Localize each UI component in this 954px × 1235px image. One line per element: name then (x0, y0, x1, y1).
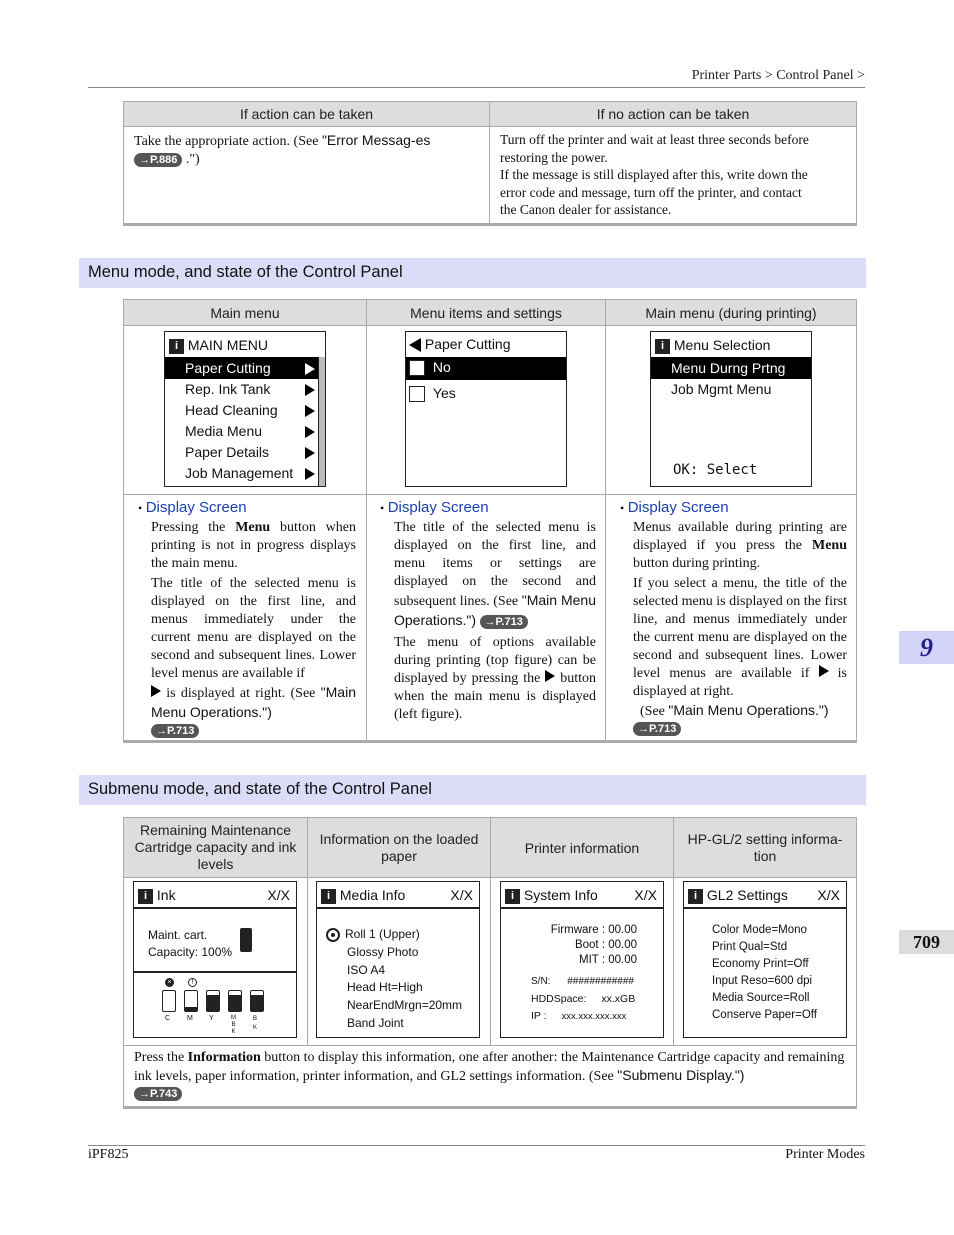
main-menu-header: Main menu (124, 300, 367, 326)
info-icon: i (688, 889, 703, 904)
lcd-option-yes: Yes (432, 385, 456, 401)
warning-icon: ! (188, 978, 197, 987)
display-screen-label: Display Screen (387, 499, 489, 516)
submenu-arrow-icon (305, 405, 315, 417)
maintenance-cartridge-icon (240, 928, 252, 952)
submenu-arrow-icon (305, 384, 315, 396)
info-icon: i (169, 339, 184, 354)
menu-items-header: Menu items and settings (367, 300, 606, 326)
lcd-item-paper-details: Paper Details (185, 444, 270, 460)
action-col1-cell: Take the appropriate action. (See "Error Messag-es →P.886 .") (124, 127, 490, 225)
page-ref-badge[interactable]: →P.713 (480, 615, 528, 629)
lcd-item-menu-durng-prtng: Menu Durng Prtng (671, 358, 785, 379)
hdd-label: HDDSpace: (531, 993, 587, 1005)
action-col2-cell: Turn off the printer and wait at least three seconds before restoring the power. If the message is still displayed after this, write down the error code and message, turn off the printer, and contact the Canon dealer for assistance. (490, 127, 857, 225)
lcd-menu-selection (650, 331, 812, 487)
footer-chapter: Printer Modes (785, 1147, 865, 1162)
page-ref-badge[interactable]: →P.713 (633, 722, 681, 736)
main-menu-operations-link[interactable]: "Main Menu Operations.") (668, 702, 829, 718)
lcd-main-menu (164, 331, 326, 487)
lcd-item-job-mgmt-menu: Job Mgmt Menu (671, 381, 772, 397)
error-icon: × (165, 978, 174, 987)
submenu-arrow-icon (305, 447, 315, 459)
ink-levels-header: Remaining Maintenance Cartridge capacity and ink levels (124, 818, 308, 878)
lcd-item-rep-ink-tank: Rep. Ink Tank (185, 381, 271, 397)
sn-label: S/N: (531, 976, 551, 987)
lcd-footer: OK: Select (673, 462, 758, 478)
lcd-item-media-menu: Media Menu (185, 423, 263, 439)
lcd-option-no: No (432, 359, 451, 375)
hdd-value: xx.xGB (601, 993, 636, 1005)
header-rule (88, 87, 865, 88)
screen-title: Media Info (339, 887, 406, 903)
action-table (123, 101, 857, 226)
lcd-item-job-management: Job Management (185, 465, 294, 481)
info-icon: i (138, 889, 153, 904)
sn-value: ############ (567, 976, 634, 987)
page-counter: X/X (450, 887, 473, 903)
footer-model: iPF825 (88, 1147, 129, 1162)
hpgl2-header: HP-GL/2 setting informa-tion (674, 818, 857, 878)
page-ref-badge[interactable]: →P.886 (134, 153, 182, 167)
desc-main-menu-printing: • Display Screen Menus available during printing are displayed if you press the Menu button during printing. If you select a menu, the title of the selected menu is displayed on the first line, and menus immediately under the current menu are displayed on the second and subsequent lines. Lower level menus are available if is displayed at right. (See "Main Menu Operations.") →P.713 (620, 499, 847, 735)
lcd-scrollbar (318, 357, 325, 486)
screen-system-info: i System Info X/X Firmware : 00.00 Boot : 00.00 MIT : 00.00 S/N: ############ HDDSpace: xx.xGB IP : xxx.xxx.xxx.xxx (500, 881, 664, 1038)
section-heading-menu-mode: Menu mode, and state of the Control Panel (79, 258, 866, 288)
page-number: 709 (899, 930, 954, 954)
screen-gl2-settings: i GL2 Settings X/X Color Mode=Mono Print Qual=Std Economy Print=Off Input Reso=600 dpi Media Source=Roll Conserve Paper=Off (683, 881, 847, 1038)
footer-rule (88, 1145, 865, 1146)
page-counter: X/X (267, 887, 290, 903)
ink-label-mbk: M B K (231, 1015, 236, 1035)
ip-value: xxx.xxx.xxx.xxx (561, 1011, 627, 1022)
action-col2-header: If no action can be taken (490, 102, 857, 127)
checkbox-icon (409, 386, 425, 402)
page-ref-badge[interactable]: →P.713 (151, 724, 199, 738)
screen-title: Ink (156, 887, 176, 903)
submenu-arrow-icon (305, 468, 315, 480)
info-icon: i (505, 889, 520, 904)
main-menu-printing-header: Main menu (during printing) (606, 300, 857, 326)
page-counter: X/X (634, 887, 657, 903)
submenu-footer-cell: Press the Information button to display this information, one after another: the Maintenance Cartridge capacity and remaining ink levels, paper information, printer information, and GL2 settings information. (See "Submenu Display.") →P.743 (124, 1046, 857, 1108)
submenu-arrow-icon (305, 363, 315, 375)
section-heading-submenu-mode: Submenu mode, and state of the Control Panel (79, 775, 866, 805)
printer-info-header: Printer information (491, 818, 674, 878)
arrow-icon (819, 665, 829, 677)
lcd-title: Menu Selection (673, 337, 771, 353)
ink-tank-m (184, 990, 198, 1012)
screen-title: GL2 Settings (706, 887, 788, 903)
ink-tank-bk (250, 990, 264, 1012)
ip-label: IP : (531, 1010, 547, 1022)
loaded-paper-header: Information on the loaded paper (308, 818, 491, 878)
desc-main-menu: • Display Screen Pressing the Menu button when printing is not in progress displays the main menu. The title of the selected menu is displayed on the first line, and menus immediately under the current menu are displayed on the second and subsequent lines. Lower level menus are available if is displayed at right. (See "Main Menu Operations.") →P.713 (138, 499, 356, 737)
screen-title: System Info (523, 887, 598, 903)
lcd-item-paper-cutting: Paper Cutting (185, 358, 271, 379)
page-counter: X/X (817, 887, 840, 903)
checkbox-icon (409, 360, 425, 376)
desc-menu-items: • Display Screen The title of the selected menu is displayed on the first line, and menu items or settings are displayed on the second and subsequent lines. (See "Main Menu Operations.") →P.713 The menu of options available during printing (top figure) can be displayed by pressing the button when the main menu is displayed (left figure). (380, 499, 597, 722)
lcd-title: Paper Cutting (424, 336, 511, 352)
roll-icon (326, 928, 340, 942)
arrow-icon (151, 685, 161, 697)
breadcrumb: Printer Parts > Control Panel > (691, 68, 865, 83)
display-screen-label: Display Screen (627, 499, 729, 516)
main-menu-operations-link[interactable]: "Main Menu Operations.") (394, 592, 597, 628)
screen-media-info: i Media Info X/X Roll 1 (Upper) Glossy Photo ISO A4 Head Ht=High NearEndMrgn=20mm Band Joint (316, 881, 480, 1038)
chapter-tab[interactable]: 9 (899, 631, 954, 664)
page-ref-badge[interactable]: →P.743 (134, 1087, 182, 1101)
error-messages-link[interactable]: "Error Messag-es (321, 132, 431, 148)
ink-tank-c (162, 990, 176, 1012)
ink-label-bk: B K (253, 1016, 258, 1031)
ink-tank-mbk (228, 990, 242, 1012)
lcd-title: MAIN MENU (187, 337, 269, 353)
lcd-paper-cutting (405, 331, 567, 487)
arrow-icon (545, 670, 555, 682)
action-col1-header: If action can be taken (124, 102, 490, 127)
submenu-display-link[interactable]: "Submenu Display.") (617, 1066, 745, 1083)
ink-label-c: C (165, 1015, 171, 1022)
info-icon: i (655, 339, 670, 354)
lcd-item-head-cleaning: Head Cleaning (185, 402, 278, 418)
info-icon: i (321, 889, 336, 904)
ink-label-m: M (187, 1015, 193, 1022)
ink-label-y: Y (209, 1015, 214, 1022)
ink-tank-y (206, 990, 220, 1012)
display-screen-label: Display Screen (145, 499, 247, 516)
main-menu-operations-link[interactable]: "Main Menu Operations.") (151, 684, 356, 720)
screen-ink: i Ink X/X Maint. cart. Capacity: 100% × ! C M Y M B K B K (133, 881, 297, 1038)
submenu-arrow-icon (305, 426, 315, 438)
back-arrow-icon (409, 338, 421, 352)
